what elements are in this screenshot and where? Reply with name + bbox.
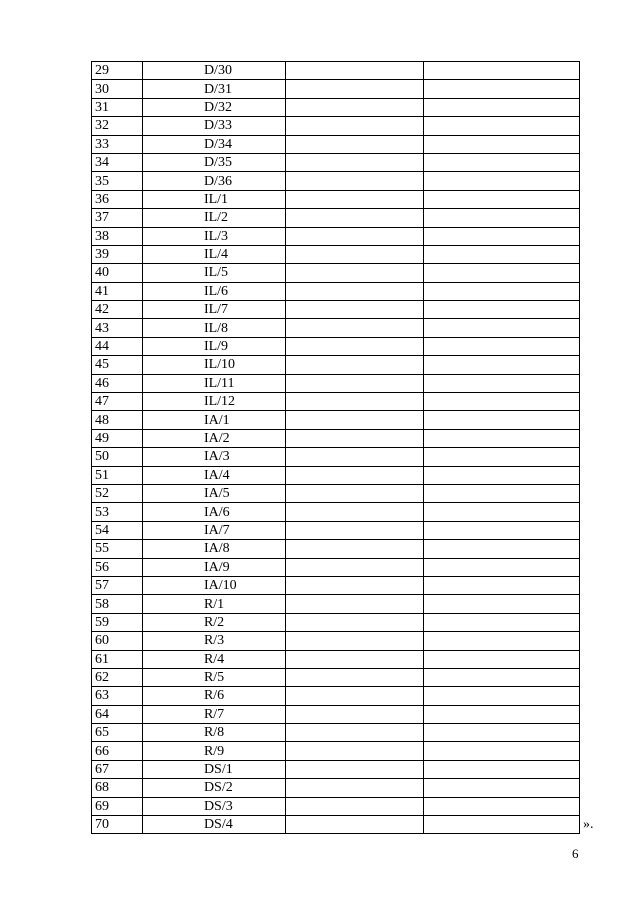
code-cell: IA/4 xyxy=(142,466,285,484)
empty-cell xyxy=(285,62,424,80)
empty-cell xyxy=(285,742,424,760)
empty-cell xyxy=(424,650,580,668)
row-number-cell: 67 xyxy=(92,760,143,778)
table-row xyxy=(92,209,580,227)
empty-cell xyxy=(424,724,580,742)
empty-cell xyxy=(285,687,424,705)
row-number-cell: 61 xyxy=(92,650,143,668)
table-row xyxy=(92,190,580,208)
code-cell: DS/2 xyxy=(142,779,285,797)
row-number-cell: 40 xyxy=(92,264,143,282)
table-row xyxy=(92,503,580,521)
row-number-cell: 48 xyxy=(92,411,143,429)
row-number-cell: 44 xyxy=(92,337,143,355)
empty-cell xyxy=(424,227,580,245)
empty-cell xyxy=(424,558,580,576)
page-number: 6 xyxy=(572,846,579,861)
document-table xyxy=(91,61,580,834)
empty-cell xyxy=(424,337,580,355)
table-row xyxy=(92,374,580,392)
row-number-cell: 43 xyxy=(92,319,143,337)
row-number-cell: 31 xyxy=(92,98,143,116)
empty-cell xyxy=(285,80,424,98)
code-cell: D/30 xyxy=(142,62,285,80)
empty-cell xyxy=(285,705,424,723)
code-cell: D/36 xyxy=(142,172,285,190)
closing-quote-mark: ». xyxy=(583,817,594,832)
row-number-cell: 50 xyxy=(92,448,143,466)
code-cell: R/4 xyxy=(142,650,285,668)
empty-cell xyxy=(285,301,424,319)
empty-cell xyxy=(424,797,580,815)
row-number-cell: 55 xyxy=(92,540,143,558)
row-number-cell: 37 xyxy=(92,209,143,227)
empty-cell xyxy=(285,779,424,797)
table-row xyxy=(92,429,580,447)
empty-cell xyxy=(424,687,580,705)
table-row xyxy=(92,484,580,502)
empty-cell xyxy=(285,190,424,208)
code-cell: IA/1 xyxy=(142,411,285,429)
code-cell: IL/4 xyxy=(142,245,285,263)
code-cell: R/3 xyxy=(142,632,285,650)
empty-cell xyxy=(424,374,580,392)
empty-cell xyxy=(285,98,424,116)
empty-cell xyxy=(285,282,424,300)
empty-cell xyxy=(424,613,580,631)
empty-cell xyxy=(285,209,424,227)
empty-cell xyxy=(424,282,580,300)
empty-cell xyxy=(424,448,580,466)
empty-cell xyxy=(424,172,580,190)
row-number-cell: 49 xyxy=(92,429,143,447)
table-row xyxy=(92,393,580,411)
table-row xyxy=(92,356,580,374)
empty-cell xyxy=(424,595,580,613)
table-row xyxy=(92,62,580,80)
empty-cell xyxy=(424,80,580,98)
empty-cell xyxy=(285,816,424,834)
table-row xyxy=(92,98,580,116)
empty-cell xyxy=(424,117,580,135)
table-row xyxy=(92,797,580,815)
code-cell: IA/8 xyxy=(142,540,285,558)
code-cell: IA/7 xyxy=(142,521,285,539)
empty-cell xyxy=(285,558,424,576)
code-cell: IL/12 xyxy=(142,393,285,411)
empty-cell xyxy=(424,62,580,80)
row-number-cell: 64 xyxy=(92,705,143,723)
table-row xyxy=(92,724,580,742)
table-row xyxy=(92,245,580,263)
row-number-cell: 66 xyxy=(92,742,143,760)
table-row xyxy=(92,632,580,650)
table-row xyxy=(92,521,580,539)
empty-cell xyxy=(285,724,424,742)
empty-cell xyxy=(424,503,580,521)
table-row xyxy=(92,264,580,282)
empty-cell xyxy=(285,227,424,245)
code-cell: DS/1 xyxy=(142,760,285,778)
table-row xyxy=(92,411,580,429)
code-cell: IL/2 xyxy=(142,209,285,227)
table-row xyxy=(92,668,580,686)
empty-cell xyxy=(424,668,580,686)
row-number-cell: 63 xyxy=(92,687,143,705)
table-row xyxy=(92,282,580,300)
empty-cell xyxy=(285,613,424,631)
empty-cell xyxy=(424,301,580,319)
empty-cell xyxy=(424,521,580,539)
empty-cell xyxy=(285,576,424,594)
code-cell: IL/3 xyxy=(142,227,285,245)
empty-cell xyxy=(424,540,580,558)
empty-cell xyxy=(285,632,424,650)
empty-cell xyxy=(285,760,424,778)
table-row xyxy=(92,80,580,98)
empty-cell xyxy=(285,172,424,190)
table-row xyxy=(92,337,580,355)
row-number-cell: 36 xyxy=(92,190,143,208)
empty-cell xyxy=(285,595,424,613)
empty-cell xyxy=(424,190,580,208)
row-number-cell: 57 xyxy=(92,576,143,594)
row-number-cell: 68 xyxy=(92,779,143,797)
row-number-cell: 69 xyxy=(92,797,143,815)
row-number-cell: 47 xyxy=(92,393,143,411)
code-cell: IA/5 xyxy=(142,484,285,502)
row-number-cell: 42 xyxy=(92,301,143,319)
table-row xyxy=(92,687,580,705)
row-number-cell: 30 xyxy=(92,80,143,98)
empty-cell xyxy=(285,521,424,539)
empty-cell xyxy=(424,135,580,153)
table-row xyxy=(92,319,580,337)
code-cell: IL/1 xyxy=(142,190,285,208)
empty-cell xyxy=(424,466,580,484)
code-cell: DS/3 xyxy=(142,797,285,815)
table-row xyxy=(92,540,580,558)
row-number-cell: 56 xyxy=(92,558,143,576)
empty-cell xyxy=(285,245,424,263)
empty-cell xyxy=(285,466,424,484)
code-cell: R/5 xyxy=(142,668,285,686)
table-row xyxy=(92,448,580,466)
empty-cell xyxy=(285,337,424,355)
empty-cell xyxy=(424,429,580,447)
empty-cell xyxy=(285,429,424,447)
row-number-cell: 54 xyxy=(92,521,143,539)
row-number-cell: 34 xyxy=(92,153,143,171)
table-row xyxy=(92,558,580,576)
empty-cell xyxy=(285,484,424,502)
code-cell: IA/6 xyxy=(142,503,285,521)
row-number-cell: 39 xyxy=(92,245,143,263)
empty-cell xyxy=(424,356,580,374)
empty-cell xyxy=(285,153,424,171)
code-cell: R/6 xyxy=(142,687,285,705)
empty-cell xyxy=(285,540,424,558)
code-cell: R/7 xyxy=(142,705,285,723)
table-row xyxy=(92,466,580,484)
empty-cell xyxy=(424,779,580,797)
code-cell: IL/5 xyxy=(142,264,285,282)
empty-cell xyxy=(424,632,580,650)
code-cell: D/35 xyxy=(142,153,285,171)
row-number-cell: 52 xyxy=(92,484,143,502)
empty-cell xyxy=(424,742,580,760)
empty-cell xyxy=(285,411,424,429)
table-row xyxy=(92,227,580,245)
row-number-cell: 65 xyxy=(92,724,143,742)
table-row xyxy=(92,135,580,153)
empty-cell xyxy=(424,816,580,834)
empty-cell xyxy=(285,356,424,374)
table-row xyxy=(92,595,580,613)
table-row xyxy=(92,153,580,171)
empty-cell xyxy=(424,153,580,171)
row-number-cell: 38 xyxy=(92,227,143,245)
table-row xyxy=(92,650,580,668)
table-row xyxy=(92,301,580,319)
row-number-cell: 29 xyxy=(92,62,143,80)
code-cell: IL/11 xyxy=(142,374,285,392)
empty-cell xyxy=(424,319,580,337)
empty-cell xyxy=(285,797,424,815)
code-cell: D/34 xyxy=(142,135,285,153)
row-number-cell: 46 xyxy=(92,374,143,392)
row-number-cell: 53 xyxy=(92,503,143,521)
code-cell: IL/9 xyxy=(142,337,285,355)
empty-cell xyxy=(424,264,580,282)
empty-cell xyxy=(285,503,424,521)
empty-cell xyxy=(424,760,580,778)
empty-cell xyxy=(424,393,580,411)
empty-cell xyxy=(285,393,424,411)
empty-cell xyxy=(424,576,580,594)
empty-cell xyxy=(424,705,580,723)
code-cell: IL/7 xyxy=(142,301,285,319)
row-number-cell: 60 xyxy=(92,632,143,650)
row-number-cell: 41 xyxy=(92,282,143,300)
empty-cell xyxy=(285,135,424,153)
row-number-cell: 59 xyxy=(92,613,143,631)
table-row xyxy=(92,117,580,135)
code-cell: IL/6 xyxy=(142,282,285,300)
table-row xyxy=(92,816,580,834)
table-row xyxy=(92,172,580,190)
code-cell: D/31 xyxy=(142,80,285,98)
code-cell: IL/10 xyxy=(142,356,285,374)
row-number-cell: 35 xyxy=(92,172,143,190)
table-row xyxy=(92,576,580,594)
empty-cell xyxy=(285,319,424,337)
code-cell: R/8 xyxy=(142,724,285,742)
row-number-cell: 70 xyxy=(92,816,143,834)
code-cell: D/32 xyxy=(142,98,285,116)
table-row xyxy=(92,779,580,797)
code-cell: D/33 xyxy=(142,117,285,135)
empty-cell xyxy=(424,245,580,263)
row-number-cell: 45 xyxy=(92,356,143,374)
code-cell: R/2 xyxy=(142,613,285,631)
code-cell: DS/4 xyxy=(142,816,285,834)
code-cell: IA/2 xyxy=(142,429,285,447)
empty-cell xyxy=(285,117,424,135)
empty-cell xyxy=(424,484,580,502)
row-number-cell: 33 xyxy=(92,135,143,153)
empty-cell xyxy=(424,98,580,116)
row-number-cell: 62 xyxy=(92,668,143,686)
empty-cell xyxy=(285,668,424,686)
empty-cell xyxy=(285,374,424,392)
empty-cell xyxy=(424,209,580,227)
code-cell: R/9 xyxy=(142,742,285,760)
empty-cell xyxy=(424,411,580,429)
code-cell: R/1 xyxy=(142,595,285,613)
code-cell: IA/9 xyxy=(142,558,285,576)
table-row xyxy=(92,613,580,631)
row-number-cell: 58 xyxy=(92,595,143,613)
empty-cell xyxy=(285,264,424,282)
empty-cell xyxy=(285,448,424,466)
table-row xyxy=(92,760,580,778)
row-number-cell: 51 xyxy=(92,466,143,484)
table-row xyxy=(92,705,580,723)
empty-cell xyxy=(285,650,424,668)
code-cell: IL/8 xyxy=(142,319,285,337)
table-body xyxy=(92,62,580,834)
row-number-cell: 32 xyxy=(92,117,143,135)
code-cell: IA/3 xyxy=(142,448,285,466)
code-cell: IA/10 xyxy=(142,576,285,594)
table-row xyxy=(92,742,580,760)
